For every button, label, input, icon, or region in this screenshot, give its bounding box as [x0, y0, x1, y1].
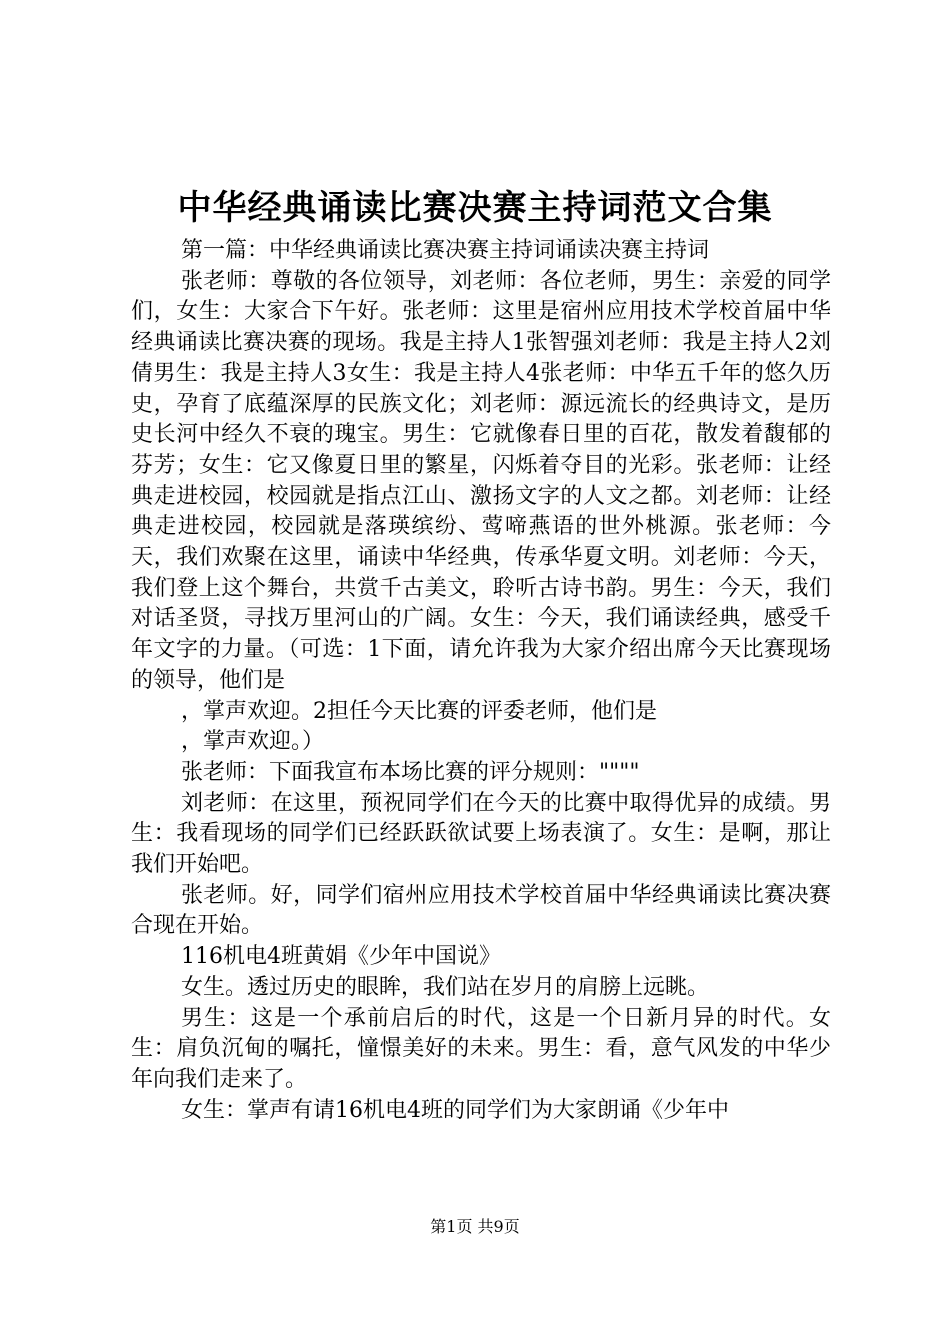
paragraph: ，掌声欢迎。2担任今天比赛的评委老师，他们是 [181, 698, 657, 724]
paragraph: 张老师：尊敬的各位领导，刘老师：各位老师，男生：亲爱的同学们，女生：大家合下午好。张老师：这里是宿州应用技术学校首届中华经典诵读比赛决赛的现场。我是主持人1张智强刘老师：我是主持人2刘倩男生：我是主持人3女生：我是主持人4张老师：中华五千年的悠久历史，孕育了底蕴深厚的民族文化；刘老师：源远流长的经典诗文，是历史长河中经久不衰的瑰宝。男生：它就像春日里的百花，散发着馥郁的芬芳；女生：它又像夏日里的繁星，闪烁着夺目的光彩。张老师：让经典走进校园，校园就是指点江山、激扬文字的人文之都。刘老师：让经典走进校园，校园就是落瑛缤纷、莺啼燕语的世外桃源。张老师：今天，我们欢聚在这里，诵读中华经典，传承华夏文明。刘老师：今天，我们登上这个舞台，共赏千古美文，聆听古诗书韵。男生：今天，我们对话圣贤，寻找万里河山的广阔。女生：今天，我们诵读经典，感受千年文字的力量。（可选：1下面，请允许我为大家介绍出席今天比赛现场的领导，他们是 [131, 268, 831, 693]
paragraph: 张老师。好，同学们宿州应用技术学校首届中华经典诵读比赛决赛合现在开始。 [131, 882, 831, 939]
paragraph: 刘老师：在这里，预祝同学们在今天的比赛中取得优异的成绩。男生：我看现场的同学们已经跃跃欲试要上场表演了。女生：是啊，那让我们开始吧。 [131, 790, 831, 878]
document-title: 中华经典诵读比赛决赛主持词范文合集 [177, 188, 773, 228]
paragraph: 男生：这是一个承前启后的时代，这是一个日新月异的时代。女生：肩负沉甸的嘱托，憧憬美好的未来。男生：看，意气风发的中华少年向我们走来了。 [131, 1005, 831, 1092]
page-footer: 第1页 共9页 [430, 1217, 520, 1236]
paragraph: 张老师：下面我宣布本场比赛的评分规则："""" [181, 759, 640, 785]
document-body [131, 236, 831, 1126]
paragraph: ，掌声欢迎。） [181, 729, 325, 755]
paragraph: 女生。透过历史的眼眸，我们站在岁月的肩膀上远眺。 [181, 974, 710, 1000]
paragraph: 女生：掌声有请16机电4班的同学们为大家朗诵《少年中 [181, 1097, 729, 1123]
paragraph: 116机电4班黄娟《少年中国说》 [181, 944, 501, 970]
paragraph-heading: 第一篇：中华经典诵读比赛决赛主持词诵读决赛主持词 [181, 238, 710, 263]
